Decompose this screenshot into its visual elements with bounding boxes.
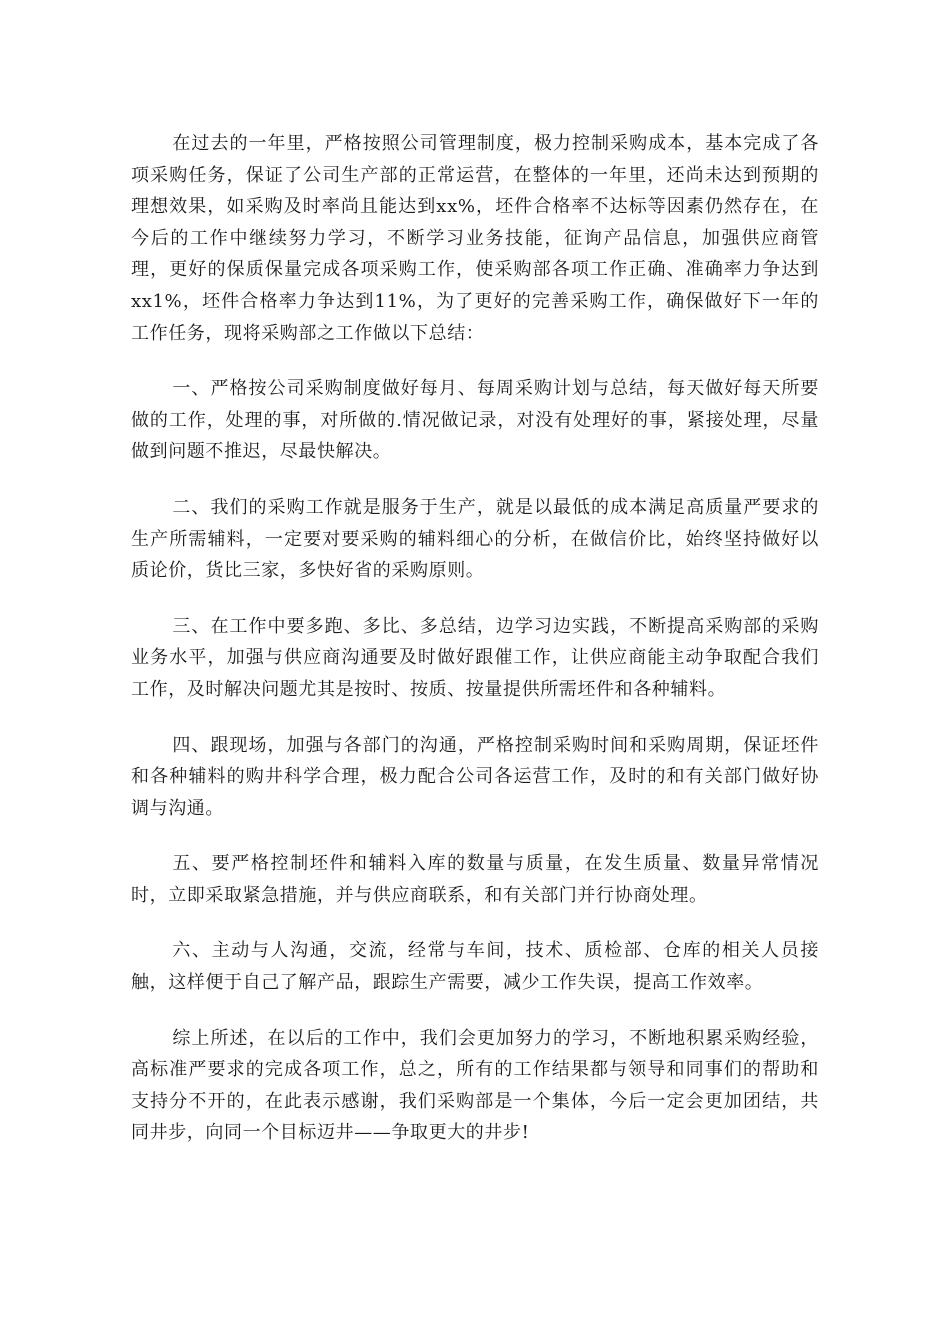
paragraph-item-1: 一、严格按公司采购制度做好每月、每周采购计划与总结，每天做好每天所要做的工作，处理的事，对所做的.情况做记录，对没有处理好的事，紧接处理，尽量做到问题不推迟，尽最快解决。 (131, 378, 819, 463)
document-body (131, 128, 819, 1173)
paragraph-item-2: 二、我们的采购工作就是服务于生产，就是以最低的成本满足高质量严要求的生产所需辅料，一定要对要采购的辅料细心的分析，在做信价比，始终坚持做好以质论价，货比三家，多快好省的采购原则。 (131, 496, 819, 582)
paragraph-item-3: 三、在工作中要多跑、多比、多总结，边学习边实践，不断提高采购部的采购业务水平，加强与供应商沟通要及时做好跟催工作，让供应商能主动争取配合我们工作，及时解决问题尤其是按时、按质、按量提供所需坯件和各种辅料。 (131, 615, 819, 700)
paragraph-item-4: 四、跟现场，加强与各部门的沟通，严格控制采购时间和采购周期，保证坯件和各种辅料的购井科学合理，极力配合公司各运营工作，及时的和有关部门做好协调与沟通。 (131, 734, 819, 819)
paragraph-item-6: 六、主动与人沟通，交流，经常与车间，技术、质检部、仓库的相关人员接触，这样便于自己了解产品，跟踪生产需要，减少工作失误，提高工作效率。 (131, 940, 819, 994)
paragraph-conclusion: 综上所述，在以后的工作中，我们会更加努力的学习，不断地积累采购经验，高标准严要求的完成各项工作，总之，所有的工作结果都与领导和同事们的帮助和支持分不开的，在此表示感谢，我们采购部是一个集体，今后一定会更加团结，共同井步，向同一个目标迈井——争取更大的井步! (131, 1027, 819, 1144)
paragraph-item-5: 五、要严格控制坯件和辅料入库的数量与质量，在发生质量、数量异常情况时，立即采取紧急措施，并与供应商联系，和有关部门并行协商处理。 (131, 853, 819, 906)
paragraph-intro: 在过去的一年里，严格按照公司管理制度，极力控制采购成本，基本完成了各项采购任务，保证了公司生产部的正常运营，在整体的一年里，还尚未达到预期的理想效果，如采购及时率尚且能达到xx%，坯件合格率不达标等因素仍然存在，在今后的工作中继续努力学习，不断学习业务技能，征询产品信息，加强供应商管理，更好的保质保量完成各项采购工作，使采购部各项工作正确、准确率力争达到xx1%，坯件合格率力争达到11%，为了更好的完善采购工作，确保做好下一年的工作任务，现将采购部之工作做以下总结： (131, 133, 819, 344)
